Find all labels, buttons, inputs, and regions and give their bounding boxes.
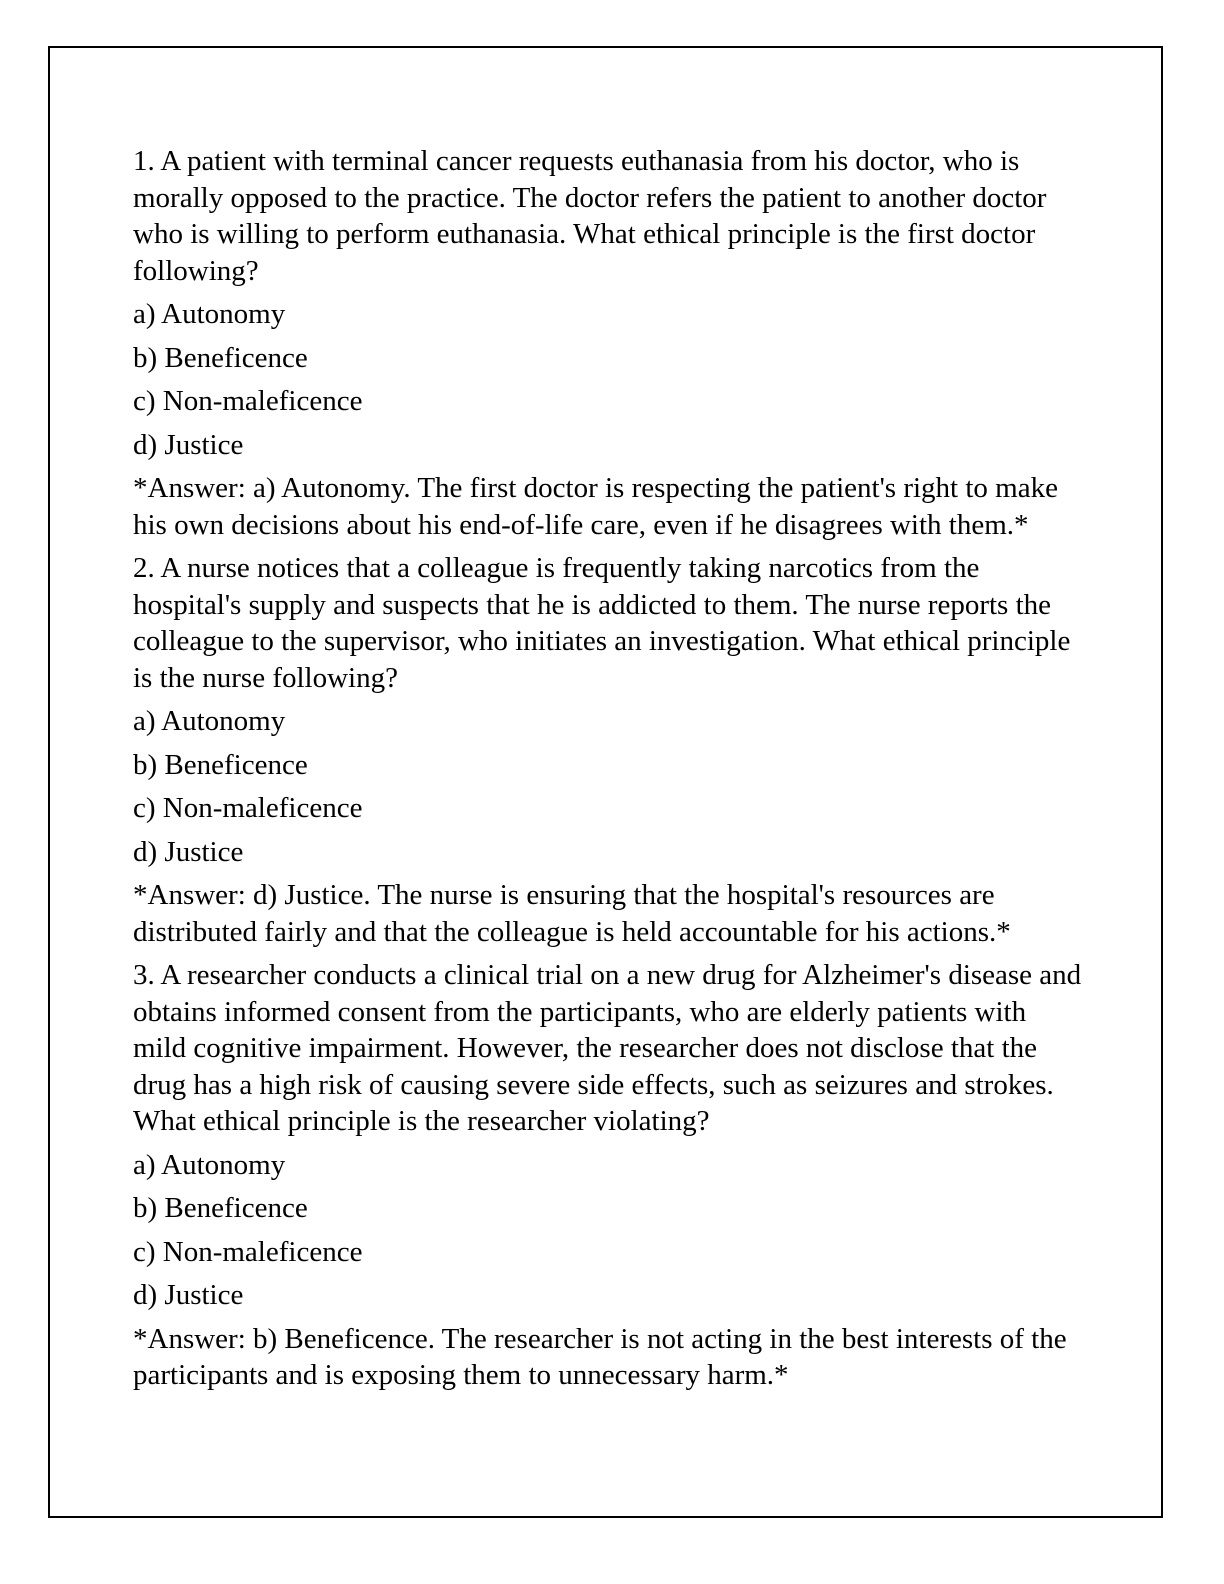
- option-a: a) Autonomy: [133, 705, 286, 737]
- option-d: d) Justice: [133, 428, 244, 461]
- question-block: [133, 957, 1083, 1394]
- option-a: a) Autonomy: [133, 1148, 286, 1181]
- document-content: [133, 143, 1083, 1401]
- option-b: b) Beneficence: [133, 748, 308, 781]
- question-text: 1. A patient with terminal cancer requests euthanasia from his doctor, who is morally opposed to the practice. The doctor refers the patient to another doctor who is willing to perform euthanasia. What ethical principle is the first doctor following?: [133, 145, 1047, 287]
- question-text: 3. A researcher conducts a clinical trial on a new drug for Alzheimer's disease and obtains informed consent from the participants, who are elderly patients with mild cognitive impairment. However, the researcher does not disclose that the drug has a high risk of causing severe side effects, such as seizures and strokes. What ethical principle is the researcher violating?: [133, 959, 1082, 1137]
- option-a: a) Autonomy: [133, 298, 286, 330]
- question-block: [133, 550, 1083, 950]
- option-c: c) Non-maleficence: [133, 792, 363, 824]
- answer-text: *Answer: a) Autonomy. The first doctor is respecting the patient's right to make his own decisions about his end-of-life care, even if he disagrees with them.*: [133, 472, 1058, 541]
- question-text: 2. A nurse notices that a colleague is frequently taking narcotics from the hospital's supply and suspects that he is addicted to them. The nurse reports the colleague to the supervisor, who initiates an investigation. What ethical principle is the nurse following?: [133, 552, 1071, 694]
- question-block: [133, 143, 1083, 543]
- answer-text: *Answer: b) Beneficence. The researcher is not acting in the best interests of the participants and is exposing them to unnecessary harm.*: [133, 1322, 1067, 1391]
- option-c: c) Non-maleficence: [133, 385, 363, 417]
- option-d: d) Justice: [133, 1279, 244, 1311]
- option-d: d) Justice: [133, 835, 244, 868]
- option-b: b) Beneficence: [133, 341, 308, 374]
- answer-text: *Answer: d) Justice. The nurse is ensuring that the hospital's resources are distributed fairly and that the colleague is held accountable for his actions.*: [133, 879, 1011, 948]
- option-c: c) Non-maleficence: [133, 1235, 363, 1268]
- option-b: b) Beneficence: [133, 1192, 308, 1224]
